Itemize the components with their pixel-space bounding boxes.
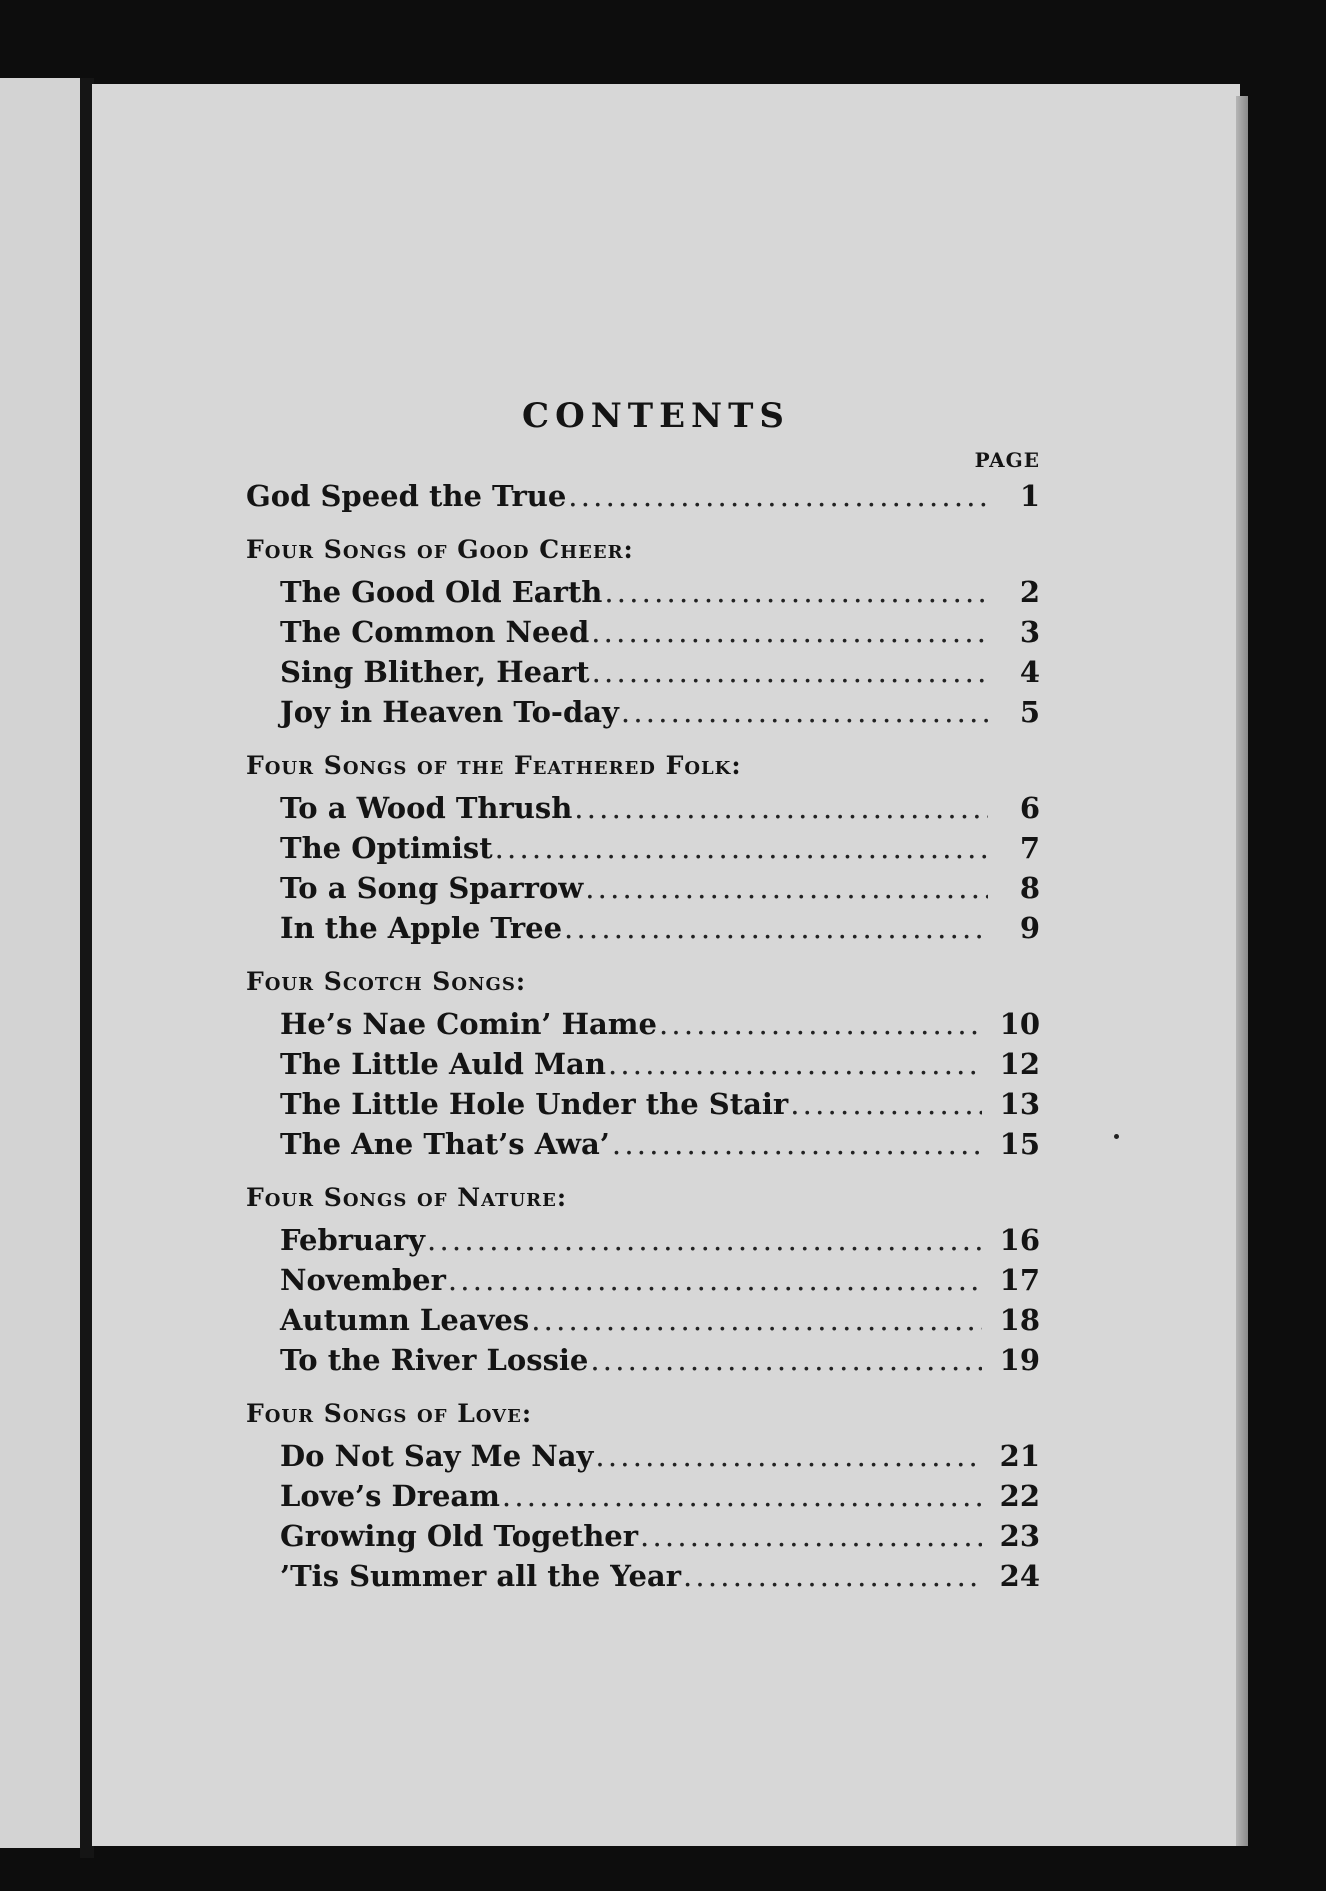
toc-entry — [246, 476, 1040, 516]
dot-leader — [585, 868, 988, 908]
entry-page-number: 12 — [999, 1047, 1040, 1081]
toc-section-good-cheer — [246, 528, 1040, 732]
entry-page-number: 7 — [1019, 831, 1040, 865]
entry-page-number: 10 — [999, 1007, 1040, 1041]
dot-leader — [640, 1516, 982, 1556]
toc-entry — [246, 572, 1040, 612]
page-column-header: PAGE — [974, 448, 1040, 472]
dot-leader — [608, 1044, 982, 1084]
toc-entry — [246, 788, 1040, 828]
dot-leader — [502, 1476, 982, 1516]
entry-title: Autumn Leaves — [280, 1303, 530, 1337]
entry-title: Growing Old Together — [280, 1519, 639, 1553]
dot-leader — [790, 1084, 981, 1124]
toc-entry — [246, 1044, 1040, 1084]
toc-entry — [246, 908, 1040, 948]
entry-title: The Common Need — [280, 615, 590, 649]
dot-leader — [683, 1556, 982, 1596]
entry-title: February — [280, 1223, 426, 1257]
dot-leader — [574, 788, 988, 828]
section-heading: Four Songs of Nature: — [246, 1183, 568, 1212]
entry-title: Do Not Say Me Nay — [280, 1439, 594, 1473]
toc-entry — [246, 1124, 1040, 1164]
entry-page-number: 1 — [1019, 479, 1040, 513]
entry-page-number: 15 — [999, 1127, 1040, 1161]
dot-leader — [590, 1340, 981, 1380]
contents-title: CONTENTS — [522, 396, 790, 436]
entry-page-number: 18 — [999, 1303, 1040, 1337]
entry-page-number: 16 — [999, 1223, 1040, 1257]
entry-page-number: 21 — [999, 1439, 1040, 1473]
toc-entry — [246, 1476, 1040, 1516]
entry-title: To the River Lossie — [280, 1343, 589, 1377]
entry-page-number: 3 — [1019, 615, 1040, 649]
toc-entry — [246, 1556, 1040, 1596]
entry-title: The Little Hole Under the Stair — [280, 1087, 789, 1121]
toc-entry — [246, 1220, 1040, 1260]
entry-page-number: 2 — [1019, 575, 1040, 609]
entry-title: Sing Blither, Heart — [280, 655, 590, 689]
toc-entry — [246, 1260, 1040, 1300]
dot-leader — [495, 828, 988, 868]
toc-section-scotch — [246, 960, 1040, 1164]
entry-title: November — [280, 1263, 446, 1297]
dot-leader — [564, 908, 988, 948]
section-heading: Four Songs of the Feathered Folk: — [246, 751, 742, 780]
entry-page-number: 8 — [1019, 871, 1040, 905]
entry-title: ’Tis Summer all the Year — [280, 1559, 681, 1593]
dot-leader — [592, 652, 988, 692]
entry-page-number: 5 — [1019, 695, 1040, 729]
section-heading: Four Scotch Songs: — [246, 967, 527, 996]
section-heading: Four Songs of Good Cheer: — [246, 535, 634, 564]
table-of-contents — [246, 396, 1040, 1596]
facing-page-edge — [0, 78, 86, 1848]
dust-speck — [1114, 1134, 1119, 1139]
dot-leader — [659, 1004, 982, 1044]
entry-page-number: 13 — [999, 1087, 1040, 1121]
entry-page-number: 19 — [999, 1343, 1040, 1377]
toc-entry — [246, 828, 1040, 868]
entry-page-number: 22 — [999, 1479, 1040, 1513]
entry-title: Joy in Heaven To-day — [280, 695, 619, 729]
toc-section-nature — [246, 1176, 1040, 1380]
toc-section-feathered-folk — [246, 744, 1040, 948]
dot-leader — [531, 1300, 981, 1340]
toc-entry — [246, 868, 1040, 908]
entry-title: He’s Nae Comin’ Hame — [280, 1007, 657, 1041]
entry-title: Love’s Dream — [280, 1479, 500, 1513]
entry-page-number: 6 — [1019, 791, 1040, 825]
toc-entry — [246, 1300, 1040, 1340]
dot-leader — [568, 476, 988, 516]
toc-entry — [246, 692, 1040, 732]
entry-page-number: 17 — [999, 1263, 1040, 1297]
toc-entry — [246, 1004, 1040, 1044]
entry-title: God Speed the True — [246, 479, 567, 513]
dot-leader — [612, 1124, 982, 1164]
toc-entry — [246, 1084, 1040, 1124]
dot-leader — [591, 612, 988, 652]
entry-title: The Little Auld Man — [280, 1047, 606, 1081]
dot-leader — [604, 572, 988, 612]
toc-entry — [246, 612, 1040, 652]
toc-entry — [246, 652, 1040, 692]
entry-page-number: 9 — [1019, 911, 1040, 945]
entry-title: To a Wood Thrush — [280, 791, 573, 825]
dot-leader — [427, 1220, 982, 1260]
entry-title: In the Apple Tree — [280, 911, 563, 945]
page-edge-shadow — [1236, 96, 1248, 1846]
entry-page-number: 4 — [1019, 655, 1040, 689]
entry-page-number: 24 — [999, 1559, 1040, 1593]
entry-title: To a Song Sparrow — [280, 871, 584, 905]
toc-section-love — [246, 1392, 1040, 1596]
entry-page-number: 23 — [999, 1519, 1040, 1553]
section-heading: Four Songs of Love: — [246, 1399, 533, 1428]
toc-entry — [246, 1436, 1040, 1476]
dot-leader — [595, 1436, 981, 1476]
dot-leader — [621, 692, 988, 732]
toc-entry — [246, 1516, 1040, 1556]
toc-entry — [246, 1340, 1040, 1380]
entry-title: The Ane That’s Awa’ — [280, 1127, 610, 1161]
dot-leader — [448, 1260, 982, 1300]
entry-title: The Optimist — [280, 831, 493, 865]
entry-title: The Good Old Earth — [280, 575, 603, 609]
